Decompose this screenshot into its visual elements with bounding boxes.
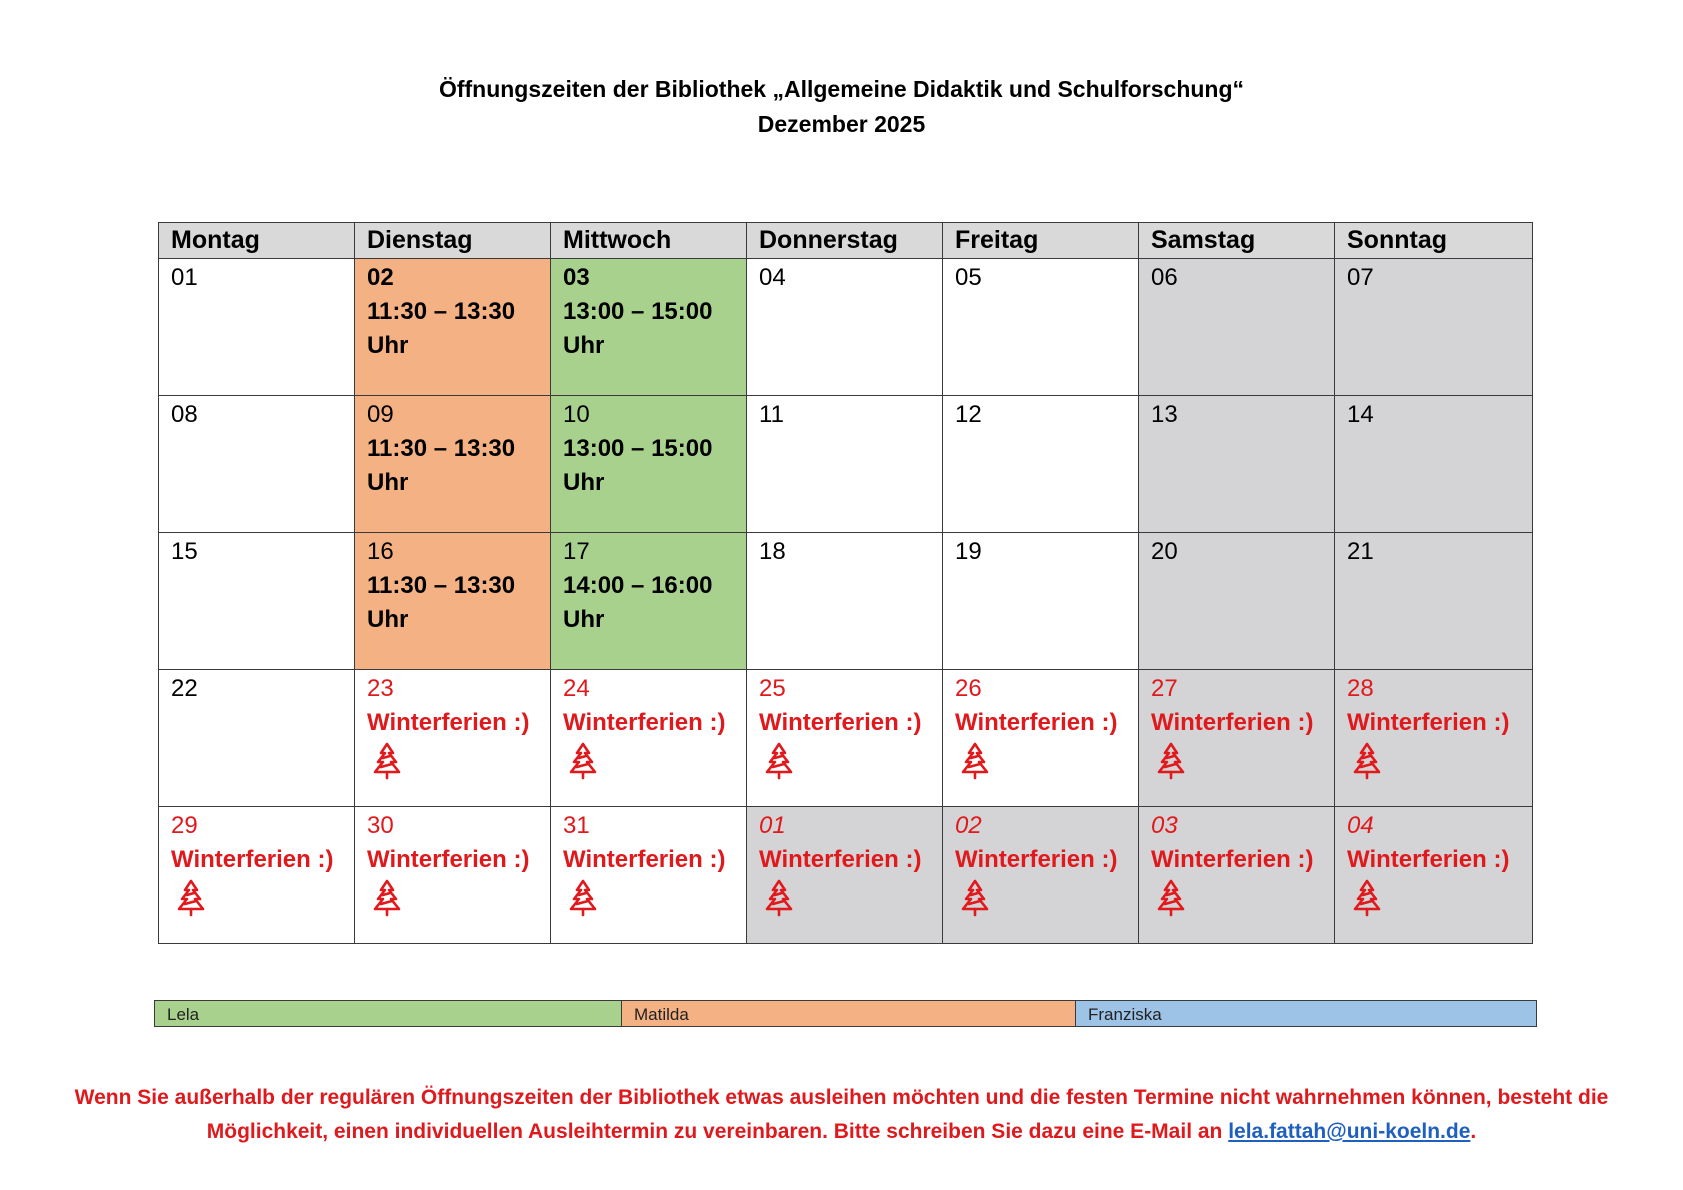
calendar-week-row <box>159 670 1533 807</box>
footer-text: Wenn Sie außerhalb der regulären Öffnungszeiten der Bibliothek etwas ausleihen möchten und die festen Termine nicht wahrnehmen können, besteht die Möglichkeit, einen individuellen Ausleihtermin zu vereinbaren. Bitte schreiben Sie dazu eine E-Mail an <box>74 1086 1609 1143</box>
calendar-day-cell <box>747 533 943 670</box>
calendar-week-row <box>159 259 1533 396</box>
weekday-header: Dienstag <box>355 223 551 259</box>
day-number: 29 <box>171 812 198 839</box>
calendar-day-cell <box>943 396 1139 533</box>
day-number: 24 <box>563 675 590 702</box>
opening-hours: 14:00 – 16:00 Uhr <box>563 572 713 633</box>
holiday-label: Winterferien :) <box>1347 709 1510 736</box>
calendar-day-cell <box>1139 396 1335 533</box>
day-number: 31 <box>563 812 590 839</box>
holiday-label: Winterferien :) <box>367 709 530 736</box>
day-number: 12 <box>955 401 982 428</box>
calendar-day-cell <box>159 670 355 807</box>
calendar-day-cell <box>551 670 747 807</box>
calendar-day-cell <box>551 533 747 670</box>
calendar-day-cell <box>551 396 747 533</box>
day-number: 02 <box>367 264 394 291</box>
calendar-day-cell <box>159 533 355 670</box>
calendar-day-cell <box>355 807 551 944</box>
opening-hours: 13:00 – 15:00 Uhr <box>563 298 713 359</box>
day-number: 21 <box>1347 538 1374 565</box>
legend-item-matilda: Matilda <box>622 1001 1076 1026</box>
christmas-tree-icon <box>1157 742 1185 780</box>
calendar-week-row <box>159 807 1533 944</box>
weekday-header: Samstag <box>1139 223 1335 259</box>
day-number: 08 <box>171 401 198 428</box>
calendar-day-cell <box>159 807 355 944</box>
christmas-tree-icon <box>1353 742 1381 780</box>
holiday-label: Winterferien :) <box>759 709 922 736</box>
page-subtitle: Dezember 2025 <box>757 111 926 137</box>
day-number: 01 <box>171 264 198 291</box>
day-number: 03 <box>1151 812 1178 839</box>
calendar-day-cell <box>1139 807 1335 944</box>
email-link[interactable]: lela.fattah@uni-koeln.de <box>1228 1120 1471 1143</box>
day-number: 05 <box>955 264 982 291</box>
calendar-day-cell <box>747 670 943 807</box>
christmas-tree-icon <box>961 742 989 780</box>
weekday-header: Mittwoch <box>551 223 747 259</box>
day-number: 20 <box>1151 538 1178 565</box>
calendar-day-cell <box>747 807 943 944</box>
day-number: 23 <box>367 675 394 702</box>
day-number: 18 <box>759 538 786 565</box>
weekday-header: Sonntag <box>1335 223 1533 259</box>
calendar-day-cell <box>159 396 355 533</box>
day-number: 01 <box>759 812 786 839</box>
calendar-day-cell <box>1139 533 1335 670</box>
day-number: 11 <box>759 401 784 428</box>
day-number: 19 <box>955 538 982 565</box>
opening-hours: 11:30 – 13:30 Uhr <box>367 435 516 496</box>
weekday-header: Donnerstag <box>747 223 943 259</box>
day-number: 17 <box>563 538 590 565</box>
holiday-label: Winterferien :) <box>759 846 922 873</box>
opening-hours: 11:30 – 13:30 Uhr <box>367 298 516 359</box>
calendar-day-cell <box>943 533 1139 670</box>
calendar-day-cell <box>1335 533 1533 670</box>
footer-end: . <box>1470 1120 1477 1143</box>
holiday-label: Winterferien :) <box>563 709 726 736</box>
calendar-day-cell <box>551 807 747 944</box>
holiday-label: Winterferien :) <box>1151 846 1314 873</box>
holiday-label: Winterferien :) <box>563 846 726 873</box>
holiday-label: Winterferien :) <box>171 846 334 873</box>
calendar-week-row <box>159 533 1533 670</box>
calendar-day-cell <box>159 259 355 396</box>
calendar-day-cell <box>943 670 1139 807</box>
day-number: 04 <box>1347 812 1374 839</box>
page-title: Öffnungszeiten der Bibliothek „Allgemeine Didaktik und Schulforschung“ <box>438 76 1245 102</box>
calendar-day-cell <box>1335 259 1533 396</box>
holiday-label: Winterferien :) <box>955 709 1118 736</box>
calendar-day-cell <box>1335 396 1533 533</box>
day-number: 14 <box>1347 401 1374 428</box>
calendar-day-cell <box>355 259 551 396</box>
day-number: 15 <box>171 538 198 565</box>
opening-hours: 13:00 – 15:00 Uhr <box>563 435 713 496</box>
christmas-tree-icon <box>1157 879 1185 917</box>
day-number: 30 <box>367 812 394 839</box>
calendar-day-cell <box>1335 807 1533 944</box>
day-number: 22 <box>171 675 198 702</box>
weekday-header-row <box>159 223 1533 259</box>
legend-item-franziska: Franziska <box>1076 1001 1536 1026</box>
christmas-tree-icon <box>373 742 401 780</box>
christmas-tree-icon <box>373 879 401 917</box>
opening-hours: 11:30 – 13:30 Uhr <box>367 572 516 633</box>
day-number: 10 <box>563 401 590 428</box>
calendar-day-cell <box>355 396 551 533</box>
christmas-tree-icon <box>961 879 989 917</box>
day-number: 26 <box>955 675 982 702</box>
staff-legend <box>154 1000 1537 1027</box>
holiday-label: Winterferien :) <box>955 846 1118 873</box>
calendar-day-cell <box>747 259 943 396</box>
day-number: 13 <box>1151 401 1178 428</box>
calendar-day-cell <box>355 533 551 670</box>
calendar-day-cell <box>943 259 1139 396</box>
christmas-tree-icon <box>177 879 205 917</box>
christmas-tree-icon <box>569 879 597 917</box>
legend-item-lela: Lela <box>155 1001 622 1026</box>
weekday-header: Freitag <box>943 223 1139 259</box>
calendar-day-cell <box>1335 670 1533 807</box>
weekday-header: Montag <box>159 223 355 259</box>
calendar-day-cell <box>1139 670 1335 807</box>
day-number: 06 <box>1151 264 1178 291</box>
calendar-table <box>158 222 1533 944</box>
calendar-week-row <box>159 396 1533 533</box>
day-number: 07 <box>1347 264 1374 291</box>
calendar-day-cell <box>943 807 1139 944</box>
day-number: 02 <box>955 812 982 839</box>
holiday-label: Winterferien :) <box>1347 846 1510 873</box>
day-number: 16 <box>367 538 394 565</box>
christmas-tree-icon <box>1353 879 1381 917</box>
christmas-tree-icon <box>765 742 793 780</box>
holiday-label: Winterferien :) <box>1151 709 1314 736</box>
day-number: 04 <box>759 264 786 291</box>
day-number: 03 <box>563 264 590 291</box>
christmas-tree-icon <box>765 879 793 917</box>
calendar-day-cell <box>551 259 747 396</box>
christmas-tree-icon <box>569 742 597 780</box>
calendar-day-cell <box>355 670 551 807</box>
holiday-label: Winterferien :) <box>367 846 530 873</box>
footer-note <box>40 1081 1643 1149</box>
calendar-day-cell <box>1139 259 1335 396</box>
day-number: 25 <box>759 675 786 702</box>
calendar-day-cell <box>747 396 943 533</box>
day-number: 27 <box>1151 675 1178 702</box>
day-number: 28 <box>1347 675 1374 702</box>
day-number: 09 <box>367 401 394 428</box>
